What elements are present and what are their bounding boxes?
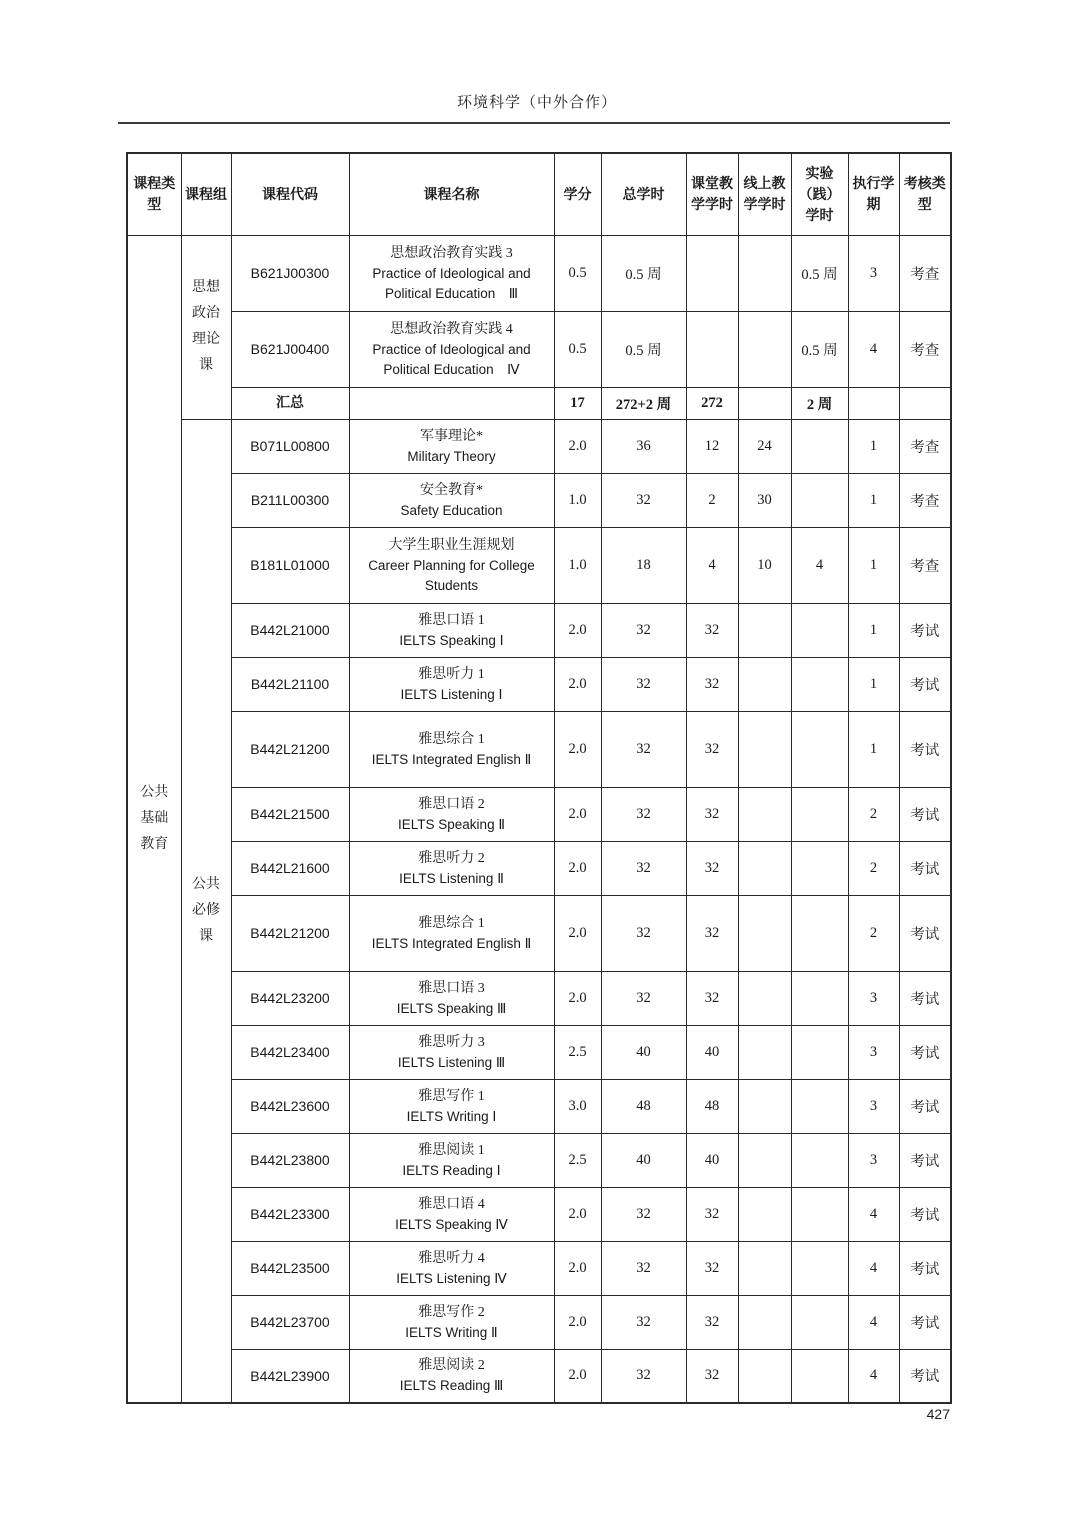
cell-semester: 4 xyxy=(848,1187,899,1241)
cell-classroom-hours: 4 xyxy=(686,527,738,603)
cell-assessment: 考试 xyxy=(899,841,951,895)
cell-practice-hours xyxy=(791,841,848,895)
cell-classroom-hours: 32 xyxy=(686,1349,738,1403)
cell-course-name xyxy=(349,527,554,603)
course-name-zh: 雅思口语 4 xyxy=(418,1196,485,1212)
cell-course-name xyxy=(349,1079,554,1133)
cell-credits: 2.0 xyxy=(554,711,601,787)
cell-practice-hours: 0.5 周 xyxy=(791,235,848,311)
cell-course-name xyxy=(349,971,554,1025)
course-name-zh: 雅思听力 3 xyxy=(418,1034,485,1050)
cell-classroom-hours: 32 xyxy=(686,971,738,1025)
course-name-zh: 思想政治教育实践 4 xyxy=(390,321,513,337)
header-classroom-hours: 课堂教学学时 xyxy=(686,153,738,235)
table-row xyxy=(127,787,951,841)
cell-semester: 3 xyxy=(848,1025,899,1079)
header-course-group: 课程组 xyxy=(181,153,231,235)
course-name-zh: 雅思口语 3 xyxy=(418,980,485,996)
cell-online-hours xyxy=(738,1133,791,1187)
table-row xyxy=(127,1295,951,1349)
cell-total-hours: 36 xyxy=(601,419,686,473)
course-name-zh: 安全教育* xyxy=(420,482,483,498)
summary-row xyxy=(127,387,951,419)
cell-semester: 4 xyxy=(848,311,899,387)
cell-classroom-hours: 2 xyxy=(686,473,738,527)
cell-assessment: 考试 xyxy=(899,787,951,841)
cell-credits: 2.0 xyxy=(554,419,601,473)
cell-course-code: B442L23200 xyxy=(231,971,349,1025)
title-divider xyxy=(118,122,950,124)
cell-online-hours xyxy=(738,1187,791,1241)
cell-assessment: 考查 xyxy=(899,527,951,603)
cell-practice-hours xyxy=(791,657,848,711)
course-name-zh: 雅思听力 1 xyxy=(418,666,485,682)
cell-practice-hours xyxy=(791,1025,848,1079)
cell-credits: 0.5 xyxy=(554,235,601,311)
cell-total-hours: 32 xyxy=(601,841,686,895)
cell-credits: 2.0 xyxy=(554,1349,601,1403)
cell-classroom-hours: 48 xyxy=(686,1079,738,1133)
course-name-en: IELTS Writing Ⅱ xyxy=(405,1324,498,1340)
cell-practice-hours xyxy=(791,1133,848,1187)
cell-course-name xyxy=(349,657,554,711)
cell-practice-hours: 4 xyxy=(791,527,848,603)
cell-total-hours: 32 xyxy=(601,657,686,711)
cell-practice-hours xyxy=(791,711,848,787)
cell-assessment: 考试 xyxy=(899,1187,951,1241)
cell-practice-hours xyxy=(791,1079,848,1133)
cell-total-hours: 32 xyxy=(601,787,686,841)
cell-total-hours: 32 xyxy=(601,711,686,787)
cell-practice-hours xyxy=(791,1349,848,1403)
summary-classroom-hours: 272 xyxy=(686,387,738,419)
cell-credits: 2.0 xyxy=(554,787,601,841)
cell-total-hours: 48 xyxy=(601,1079,686,1133)
table-row xyxy=(127,1241,951,1295)
cell-total-hours: 32 xyxy=(601,1295,686,1349)
cell-assessment: 考试 xyxy=(899,657,951,711)
cell-online-hours xyxy=(738,1349,791,1403)
course-name-en: IELTS Integrated English Ⅱ xyxy=(371,935,532,951)
course-name-en: IELTS Listening Ⅲ xyxy=(397,1054,506,1070)
cell-practice-hours xyxy=(791,1295,848,1349)
cell-assessment: 考试 xyxy=(899,1241,951,1295)
course-name-zh: 雅思阅读 1 xyxy=(418,1142,485,1158)
cell-practice-hours xyxy=(791,419,848,473)
header-row xyxy=(127,153,951,235)
cell-semester: 1 xyxy=(848,603,899,657)
cell-semester: 4 xyxy=(848,1295,899,1349)
cell-course-code: B442L23700 xyxy=(231,1295,349,1349)
summary-practice-hours: 2 周 xyxy=(791,387,848,419)
cell-practice-hours xyxy=(791,895,848,971)
cell-course-code: B442L21000 xyxy=(231,603,349,657)
cell-credits: 0.5 xyxy=(554,311,601,387)
course-name-en: IELTS Speaking Ⅲ xyxy=(396,1000,507,1016)
cell-assessment: 考试 xyxy=(899,971,951,1025)
cell-course-name xyxy=(349,419,554,473)
cell-classroom-hours: 32 xyxy=(686,895,738,971)
cell-course-name xyxy=(349,787,554,841)
header-total-hours: 总学时 xyxy=(601,153,686,235)
header-course-code: 课程代码 xyxy=(231,153,349,235)
table-row xyxy=(127,657,951,711)
course-name-en: Career Planning for College Students xyxy=(368,557,535,593)
cell-assessment: 考试 xyxy=(899,1025,951,1079)
table-row xyxy=(127,1187,951,1241)
cell-semester: 4 xyxy=(848,1241,899,1295)
cell-course-name xyxy=(349,1241,554,1295)
cell-total-hours: 32 xyxy=(601,895,686,971)
cell-semester: 2 xyxy=(848,841,899,895)
cell-total-hours: 18 xyxy=(601,527,686,603)
cell-assessment: 考查 xyxy=(899,311,951,387)
cell-online-hours xyxy=(738,603,791,657)
cell-assessment: 考试 xyxy=(899,1349,951,1403)
course-group-cell xyxy=(181,419,231,1403)
cell-course-code: B442L21200 xyxy=(231,711,349,787)
course-name-zh: 雅思口语 2 xyxy=(418,796,485,812)
course-name-en: Military Theory xyxy=(407,448,496,464)
cell-classroom-hours: 32 xyxy=(686,841,738,895)
cell-course-name xyxy=(349,1187,554,1241)
cell-classroom-hours xyxy=(686,311,738,387)
cell-course-name xyxy=(349,603,554,657)
table-row xyxy=(127,895,951,971)
cell-classroom-hours: 32 xyxy=(686,1241,738,1295)
table-row xyxy=(127,419,951,473)
cell-classroom-hours xyxy=(686,235,738,311)
course-name-zh: 雅思综合 1 xyxy=(418,731,485,747)
cell-course-code: B442L21200 xyxy=(231,895,349,971)
cell-course-code: B211L00300 xyxy=(231,473,349,527)
cell-total-hours: 40 xyxy=(601,1133,686,1187)
cell-course-code: B442L21100 xyxy=(231,657,349,711)
cell-practice-hours xyxy=(791,787,848,841)
course-name-en: Safety Education xyxy=(400,502,503,518)
cell-semester: 1 xyxy=(848,473,899,527)
cell-course-name xyxy=(349,895,554,971)
cell-credits: 2.0 xyxy=(554,1295,601,1349)
table-row xyxy=(127,1133,951,1187)
cell-course-code: B442L23900 xyxy=(231,1349,349,1403)
table-row xyxy=(127,311,951,387)
cell-assessment: 考试 xyxy=(899,603,951,657)
cell-assessment: 考试 xyxy=(899,1133,951,1187)
header-course-name: 课程名称 xyxy=(349,153,554,235)
course-name-zh: 雅思阅读 2 xyxy=(418,1358,485,1374)
cell-total-hours: 32 xyxy=(601,1241,686,1295)
course-type-label: 公共基础教育 xyxy=(140,784,169,852)
cell-classroom-hours: 32 xyxy=(686,711,738,787)
table-header xyxy=(127,153,951,235)
cell-semester: 2 xyxy=(848,895,899,971)
cell-online-hours xyxy=(738,787,791,841)
cell-course-code: B181L01000 xyxy=(231,527,349,603)
cell-course-code: B621J00400 xyxy=(231,311,349,387)
cell-semester: 2 xyxy=(848,787,899,841)
cell-semester: 1 xyxy=(848,711,899,787)
cell-classroom-hours: 12 xyxy=(686,419,738,473)
cell-assessment: 考试 xyxy=(899,1295,951,1349)
header-credits: 学分 xyxy=(554,153,601,235)
course-name-en: IELTS Reading Ⅰ xyxy=(402,1162,501,1178)
course-name-en: IELTS Reading Ⅲ xyxy=(399,1378,504,1394)
cell-credits: 3.0 xyxy=(554,1079,601,1133)
cell-assessment: 考查 xyxy=(899,419,951,473)
cell-semester: 3 xyxy=(848,235,899,311)
cell-classroom-hours: 32 xyxy=(686,1295,738,1349)
cell-online-hours xyxy=(738,971,791,1025)
course-name-en: Practice of Ideological and Political Education Ⅲ xyxy=(372,265,531,301)
cell-classroom-hours: 32 xyxy=(686,603,738,657)
cell-credits: 2.0 xyxy=(554,603,601,657)
course-name-en: IELTS Speaking Ⅱ xyxy=(398,816,505,832)
course-group-label: 公共必修课 xyxy=(191,876,220,944)
cell-credits: 2.0 xyxy=(554,971,601,1025)
cell-online-hours xyxy=(738,1025,791,1079)
table-row xyxy=(127,711,951,787)
cell-total-hours: 32 xyxy=(601,603,686,657)
cell-total-hours: 32 xyxy=(601,1187,686,1241)
cell-practice-hours xyxy=(791,1241,848,1295)
course-group-label: 思想政治理论课 xyxy=(191,280,220,373)
course-name-zh: 雅思写作 1 xyxy=(418,1088,485,1104)
summary-assessment xyxy=(899,387,951,419)
cell-credits: 1.0 xyxy=(554,527,601,603)
cell-course-code: B442L23400 xyxy=(231,1025,349,1079)
table-row xyxy=(127,1079,951,1133)
cell-course-name xyxy=(349,1133,554,1187)
cell-practice-hours xyxy=(791,1187,848,1241)
cell-online-hours xyxy=(738,895,791,971)
course-name-zh: 大学生职业生涯规划 xyxy=(388,537,515,553)
cell-credits: 2.0 xyxy=(554,657,601,711)
cell-assessment: 考试 xyxy=(899,1079,951,1133)
table-body xyxy=(127,235,951,1403)
course-name-en: Practice of Ideological and Political Education Ⅳ xyxy=(372,341,531,377)
cell-total-hours: 0.5 周 xyxy=(601,311,686,387)
cell-credits: 2.0 xyxy=(554,895,601,971)
page-title: 环境科学（中外合作） xyxy=(456,95,617,111)
course-name-zh: 军事理论* xyxy=(420,428,483,444)
cell-online-hours xyxy=(738,657,791,711)
cell-assessment: 考查 xyxy=(899,473,951,527)
cell-course-code: B442L23600 xyxy=(231,1079,349,1133)
course-name-zh: 雅思听力 2 xyxy=(418,850,485,866)
cell-course-name xyxy=(349,311,554,387)
cell-course-name xyxy=(349,1295,554,1349)
cell-classroom-hours: 32 xyxy=(686,787,738,841)
course-name-en: IELTS Speaking Ⅳ xyxy=(395,1216,508,1232)
cell-credits: 2.5 xyxy=(554,1025,601,1079)
cell-classroom-hours: 32 xyxy=(686,657,738,711)
cell-online-hours: 10 xyxy=(738,527,791,603)
cell-total-hours: 32 xyxy=(601,1349,686,1403)
table-row xyxy=(127,841,951,895)
table-row xyxy=(127,603,951,657)
course-name-zh: 雅思听力 4 xyxy=(418,1250,485,1266)
cell-practice-hours xyxy=(791,603,848,657)
cell-total-hours: 0.5 周 xyxy=(601,235,686,311)
table-row xyxy=(127,235,951,311)
cell-course-code: B071L00800 xyxy=(231,419,349,473)
cell-classroom-hours: 40 xyxy=(686,1025,738,1079)
header-online-hours: 线上教学学时 xyxy=(738,153,791,235)
cell-total-hours: 40 xyxy=(601,1025,686,1079)
cell-credits: 2.0 xyxy=(554,1241,601,1295)
cell-course-code: B442L21500 xyxy=(231,787,349,841)
cell-practice-hours: 0.5 周 xyxy=(791,311,848,387)
cell-course-name xyxy=(349,235,554,311)
cell-classroom-hours: 40 xyxy=(686,1133,738,1187)
header-course-type: 课程类型 xyxy=(127,153,181,235)
cell-practice-hours xyxy=(791,473,848,527)
course-type-cell xyxy=(127,235,181,1403)
cell-semester: 4 xyxy=(848,1349,899,1403)
header-semester: 执行学期 xyxy=(848,153,899,235)
cell-semester: 3 xyxy=(848,1079,899,1133)
header-assessment-type: 考核类型 xyxy=(899,153,951,235)
cell-assessment: 考试 xyxy=(899,895,951,971)
summary-credits: 17 xyxy=(554,387,601,419)
course-name-en: IELTS Listening Ⅱ xyxy=(399,870,504,886)
summary-online-hours xyxy=(738,387,791,419)
cell-course-code: B442L21600 xyxy=(231,841,349,895)
cell-semester: 3 xyxy=(848,1133,899,1187)
cell-assessment: 考试 xyxy=(899,711,951,787)
table-row xyxy=(127,527,951,603)
summary-total-hours: 272+2 周 xyxy=(601,387,686,419)
course-table-wrapper xyxy=(126,152,950,1404)
cell-online-hours xyxy=(738,311,791,387)
cell-semester: 1 xyxy=(848,419,899,473)
course-name-en: IELTS Listening Ⅳ xyxy=(396,1270,507,1286)
table-row xyxy=(127,473,951,527)
cell-classroom-hours: 32 xyxy=(686,1187,738,1241)
summary-name-cell xyxy=(349,387,554,419)
cell-online-hours xyxy=(738,1295,791,1349)
cell-semester: 1 xyxy=(848,657,899,711)
cell-course-name xyxy=(349,711,554,787)
course-name-zh: 雅思写作 2 xyxy=(418,1304,485,1320)
table-row xyxy=(127,971,951,1025)
cell-online-hours xyxy=(738,711,791,787)
course-name-zh: 思想政治教育实践 3 xyxy=(390,245,513,261)
cell-total-hours: 32 xyxy=(601,971,686,1025)
cell-credits: 2.0 xyxy=(554,841,601,895)
cell-online-hours xyxy=(738,841,791,895)
cell-course-name xyxy=(349,473,554,527)
cell-online-hours: 24 xyxy=(738,419,791,473)
course-table xyxy=(126,152,952,1404)
course-name-en: IELTS Writing Ⅰ xyxy=(406,1108,497,1124)
cell-credits: 2.0 xyxy=(554,1187,601,1241)
cell-total-hours: 32 xyxy=(601,473,686,527)
cell-course-name xyxy=(349,1349,554,1403)
cell-course-code: B442L23300 xyxy=(231,1187,349,1241)
page-number: 427 xyxy=(926,1406,950,1422)
cell-course-code: B442L23800 xyxy=(231,1133,349,1187)
cell-course-code: B621J00300 xyxy=(231,235,349,311)
course-name-zh: 雅思口语 1 xyxy=(418,612,485,628)
cell-credits: 2.5 xyxy=(554,1133,601,1187)
cell-credits: 1.0 xyxy=(554,473,601,527)
cell-assessment: 考查 xyxy=(899,235,951,311)
course-group-cell xyxy=(181,235,231,419)
cell-semester: 3 xyxy=(848,971,899,1025)
course-name-en: IELTS Integrated English Ⅱ xyxy=(371,751,532,767)
course-name-en: IELTS Speaking Ⅰ xyxy=(399,632,504,648)
header-practice-hours: 实验（践）学时 xyxy=(791,153,848,235)
cell-practice-hours xyxy=(791,971,848,1025)
cell-online-hours xyxy=(738,1079,791,1133)
cell-course-code: B442L23500 xyxy=(231,1241,349,1295)
course-name-zh: 雅思综合 1 xyxy=(418,915,485,931)
table-row xyxy=(127,1349,951,1403)
cell-semester: 1 xyxy=(848,527,899,603)
cell-online-hours xyxy=(738,235,791,311)
course-name-en: IELTS Listening Ⅰ xyxy=(400,686,503,702)
cell-online-hours: 30 xyxy=(738,473,791,527)
cell-course-name xyxy=(349,841,554,895)
cell-course-name xyxy=(349,1025,554,1079)
summary-label: 汇总 xyxy=(231,387,349,419)
cell-online-hours xyxy=(738,1241,791,1295)
table-row xyxy=(127,1025,951,1079)
summary-semester xyxy=(848,387,899,419)
